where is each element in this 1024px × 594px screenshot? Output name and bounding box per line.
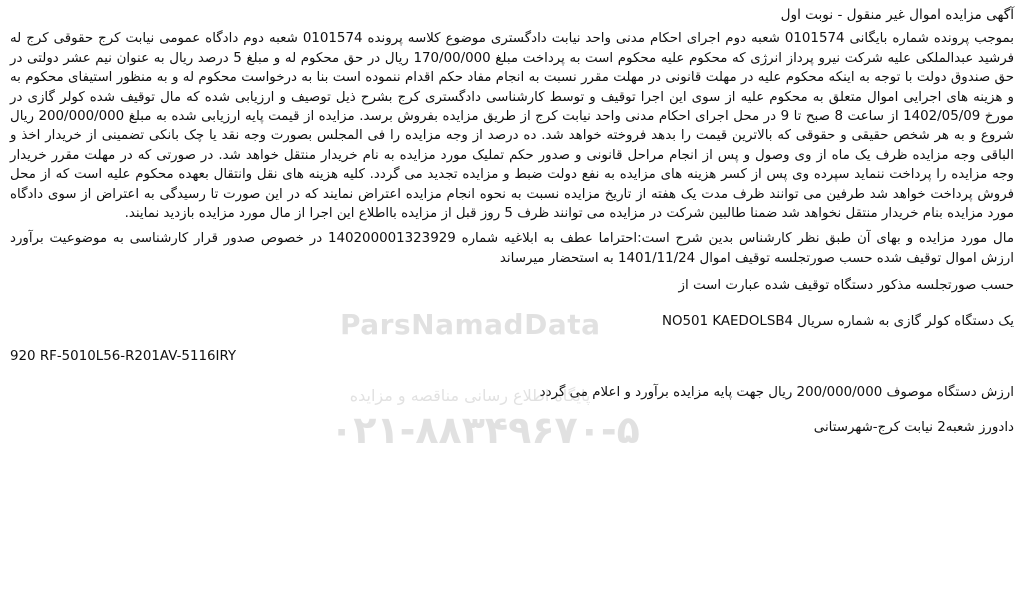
notice-body-paragraph: بموجب پرونده شماره بایگانی 0101574 شعبه دوم اجرای احکام مدنی واحد نیابت دادگستری موضوع کلاسه پرونده 0101574 شعبه دوم دادگاه عمومی نیابت کرج حقوقی کرج له فرشید عبدالملکی علیه شرکت نیرو پرداز انرژی که محکوم علیه محکوم است به پرداخت مبلغ 170/00/000 ریال در حق محکوم له و مبلغ 5 درصد ریال به عنوان نیم عشر دولتی در حق صندوق دولت با توجه به اینکه محکوم علیه در مهلت قانونی در مهلت مقرر نسبت به انجام مفاد حکم اقدام ننموده است بنا به درخواست محکوم له و به منظور استیفای محکوم به و هزینه های اجرایی اموال متعلق به محکوم علیه از سوی این اجرا توقیف و توسط کارشناسی دادگستری کرج بشرح ذیل توصیف و ارزیابی شده که مال توقیف شده کولر گازی در مورخ 1402/05/09 از ساعت 8 صبح تا 9 در محل اجرای احکام مدنی واحد نیابت کرج از طریق مزایده بفروش برسد. مزایده از قیمت پایه ارزیابی شده به مبلغ 200/000/000 ریال شروع و به هر شخص حقیقی و حقوقی که بالاترین قیمت را بدهد فروخته خواهد شد. ده درصد از وجه مزایده را فی المجلس بصورت وجه نقد یا چک بانکی تضمینی از خریدار اخذ و الباقی وجه مزایده ظرف یک ماه از وی وصول و پس از انجام مراحل قانونی و صدور حکم تملیک مورد مزایده به نام خریدار منتقل خواهد شد. در صورتی که در مهلت مقرر خریدار وجه مزایده را پرداخت ننماید سپرده وی پس از کسر هزینه های مزایده به نفع دولت ضبط و مزایده تجدید می گردد. کلیه هزینه های نقل وانتقال بعهده محکوم علیه است که از محل فروش پرداخت خواهد شد طرفین می توانند ظرف مدت یک هفته از تاریخ مزایده نسبت به نحوه انجام مزایده اعتراض نمایند که در این صورت تا رسیدگی به اعتراض از سوی دادگاه مورد مزایده بنام خریدار منتقل نخواهد شد ضمنا طالبین شرکت در مزایده می توانند ظرف 5 روز قبل از مزایده بااطلاع این اجرا از مال مورد مزایده بازدید نمایند.: [10, 31, 1014, 222]
watermark-subtitle: پایگاه اطلاع رسانی مناقصه و مزایده: [349, 386, 591, 405]
seized-device-intro: حسب صورتجلسه مذکور دستگاه توقیف شده عبارت است از: [678, 278, 1014, 294]
expert-valuation-paragraph: مال مورد مزایده و بهای آن طبق نظر کارشناس بدین شرح است:احتراما عطف به ابلاغیه شماره 140200001323929 در خصوص صدور قرار کارشناسی به موضوعیت برآورد ارزش اموال توقیف شده حسب صورتجلسه توقیف اموال 1401/11/24 به استحضار میرساند: [10, 231, 1014, 266]
device-serial-number: 920 RF-5010L56-R201AV-5116IRY: [10, 349, 237, 365]
notice-title: آگهی مزایده اموال غیر منقول - نوبت اول: [780, 7, 1014, 23]
watermark-phone: ۰۲۱-۸۸۳۴۹۶۷۰-۵: [330, 408, 640, 452]
device-valuation: ارزش دستگاه موصوف 200/000/000 ریال جهت پایه مزایده برآورد و اعلام می گردد: [539, 384, 1014, 400]
signature-line: دادورز شعبه2 نیابت کرج-شهرستانی: [813, 419, 1014, 435]
watermark-brand: ParsNamadData: [340, 308, 601, 341]
seized-device-description: یک دستگاه کولر گازی به شماره سریال NO501 KAEDOLSB4: [661, 313, 1014, 329]
